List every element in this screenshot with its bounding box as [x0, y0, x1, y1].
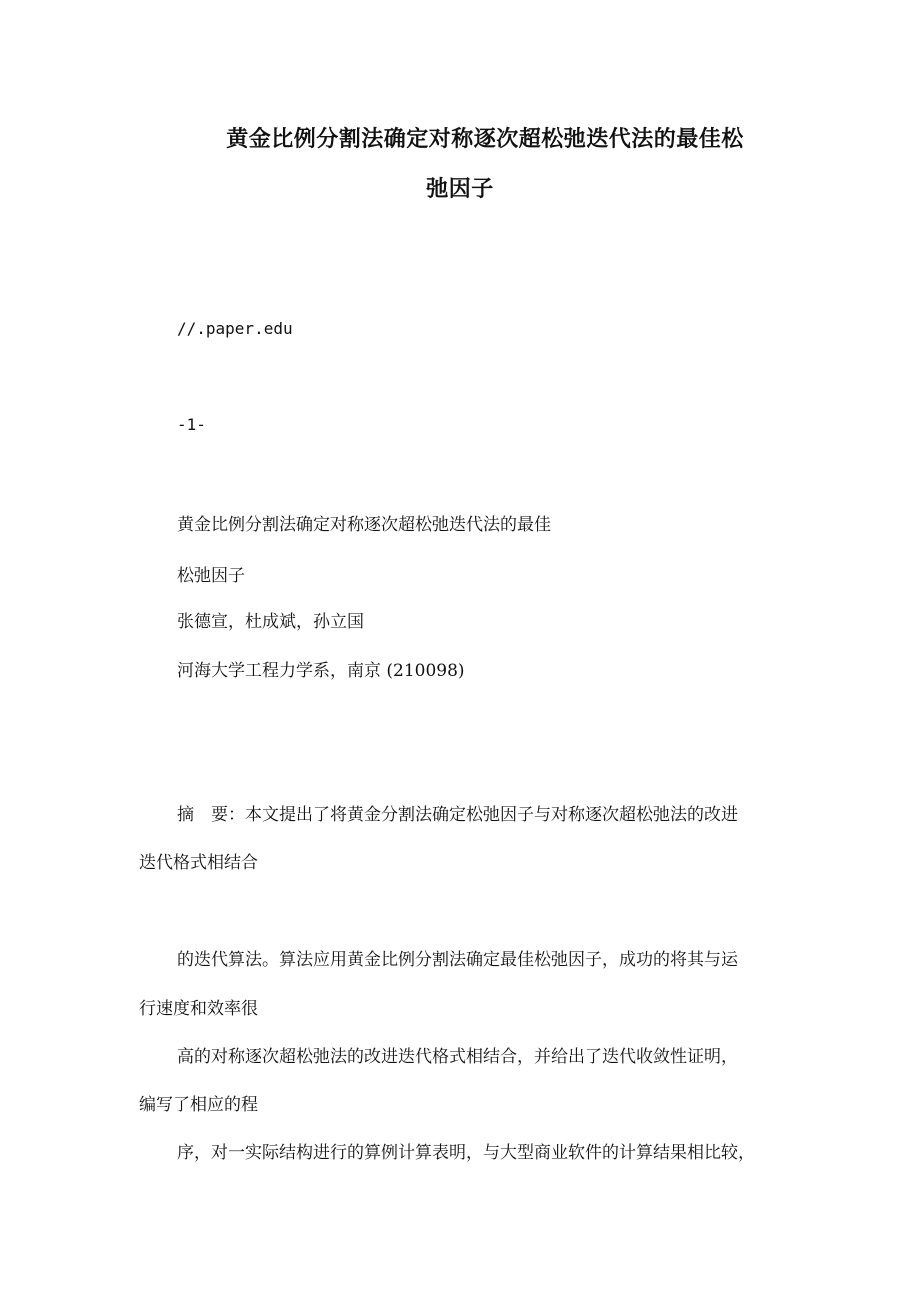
document-title-line-1: 黄金比例分割法确定对称逐次超松弛迭代法的最佳松	[226, 127, 744, 152]
document-title-line-2: 弛因子	[426, 177, 494, 202]
abstract-line-6: 编写了相应的程	[139, 1095, 258, 1115]
abstract-line-1: 摘 要：本文提出了将黄金分割法确定松弛因子与对称逐次超松弛法的改进	[177, 805, 738, 825]
abstract-line-3: 的迭代算法。算法应用黄金比例分割法确定最佳松弛因子，成功的将其与运	[177, 950, 738, 970]
abstract-line-5: 高的对称逐次超松弛法的改进迭代格式相结合，并给出了迭代收敛性证明，	[177, 1047, 738, 1067]
paper-title-line-1: 黄金比例分割法确定对称逐次超松弛迭代法的最佳	[177, 515, 551, 535]
page-number: -1-	[177, 415, 206, 434]
authors: 张德宣，杜成斌，孙立国	[177, 612, 364, 632]
abstract-line-2: 迭代格式相结合	[139, 853, 258, 873]
source-url: //.paper.edu	[177, 319, 293, 338]
abstract-line-7: 序，对一实际结构进行的算例计算表明，与大型商业软件的计算结果相比较，	[177, 1143, 755, 1163]
affiliation: 河海大学工程力学系，南京 (210098)	[177, 661, 465, 681]
abstract-line-4: 行速度和效率很	[139, 999, 258, 1019]
paper-title-line-2: 松弛因子	[177, 566, 245, 586]
